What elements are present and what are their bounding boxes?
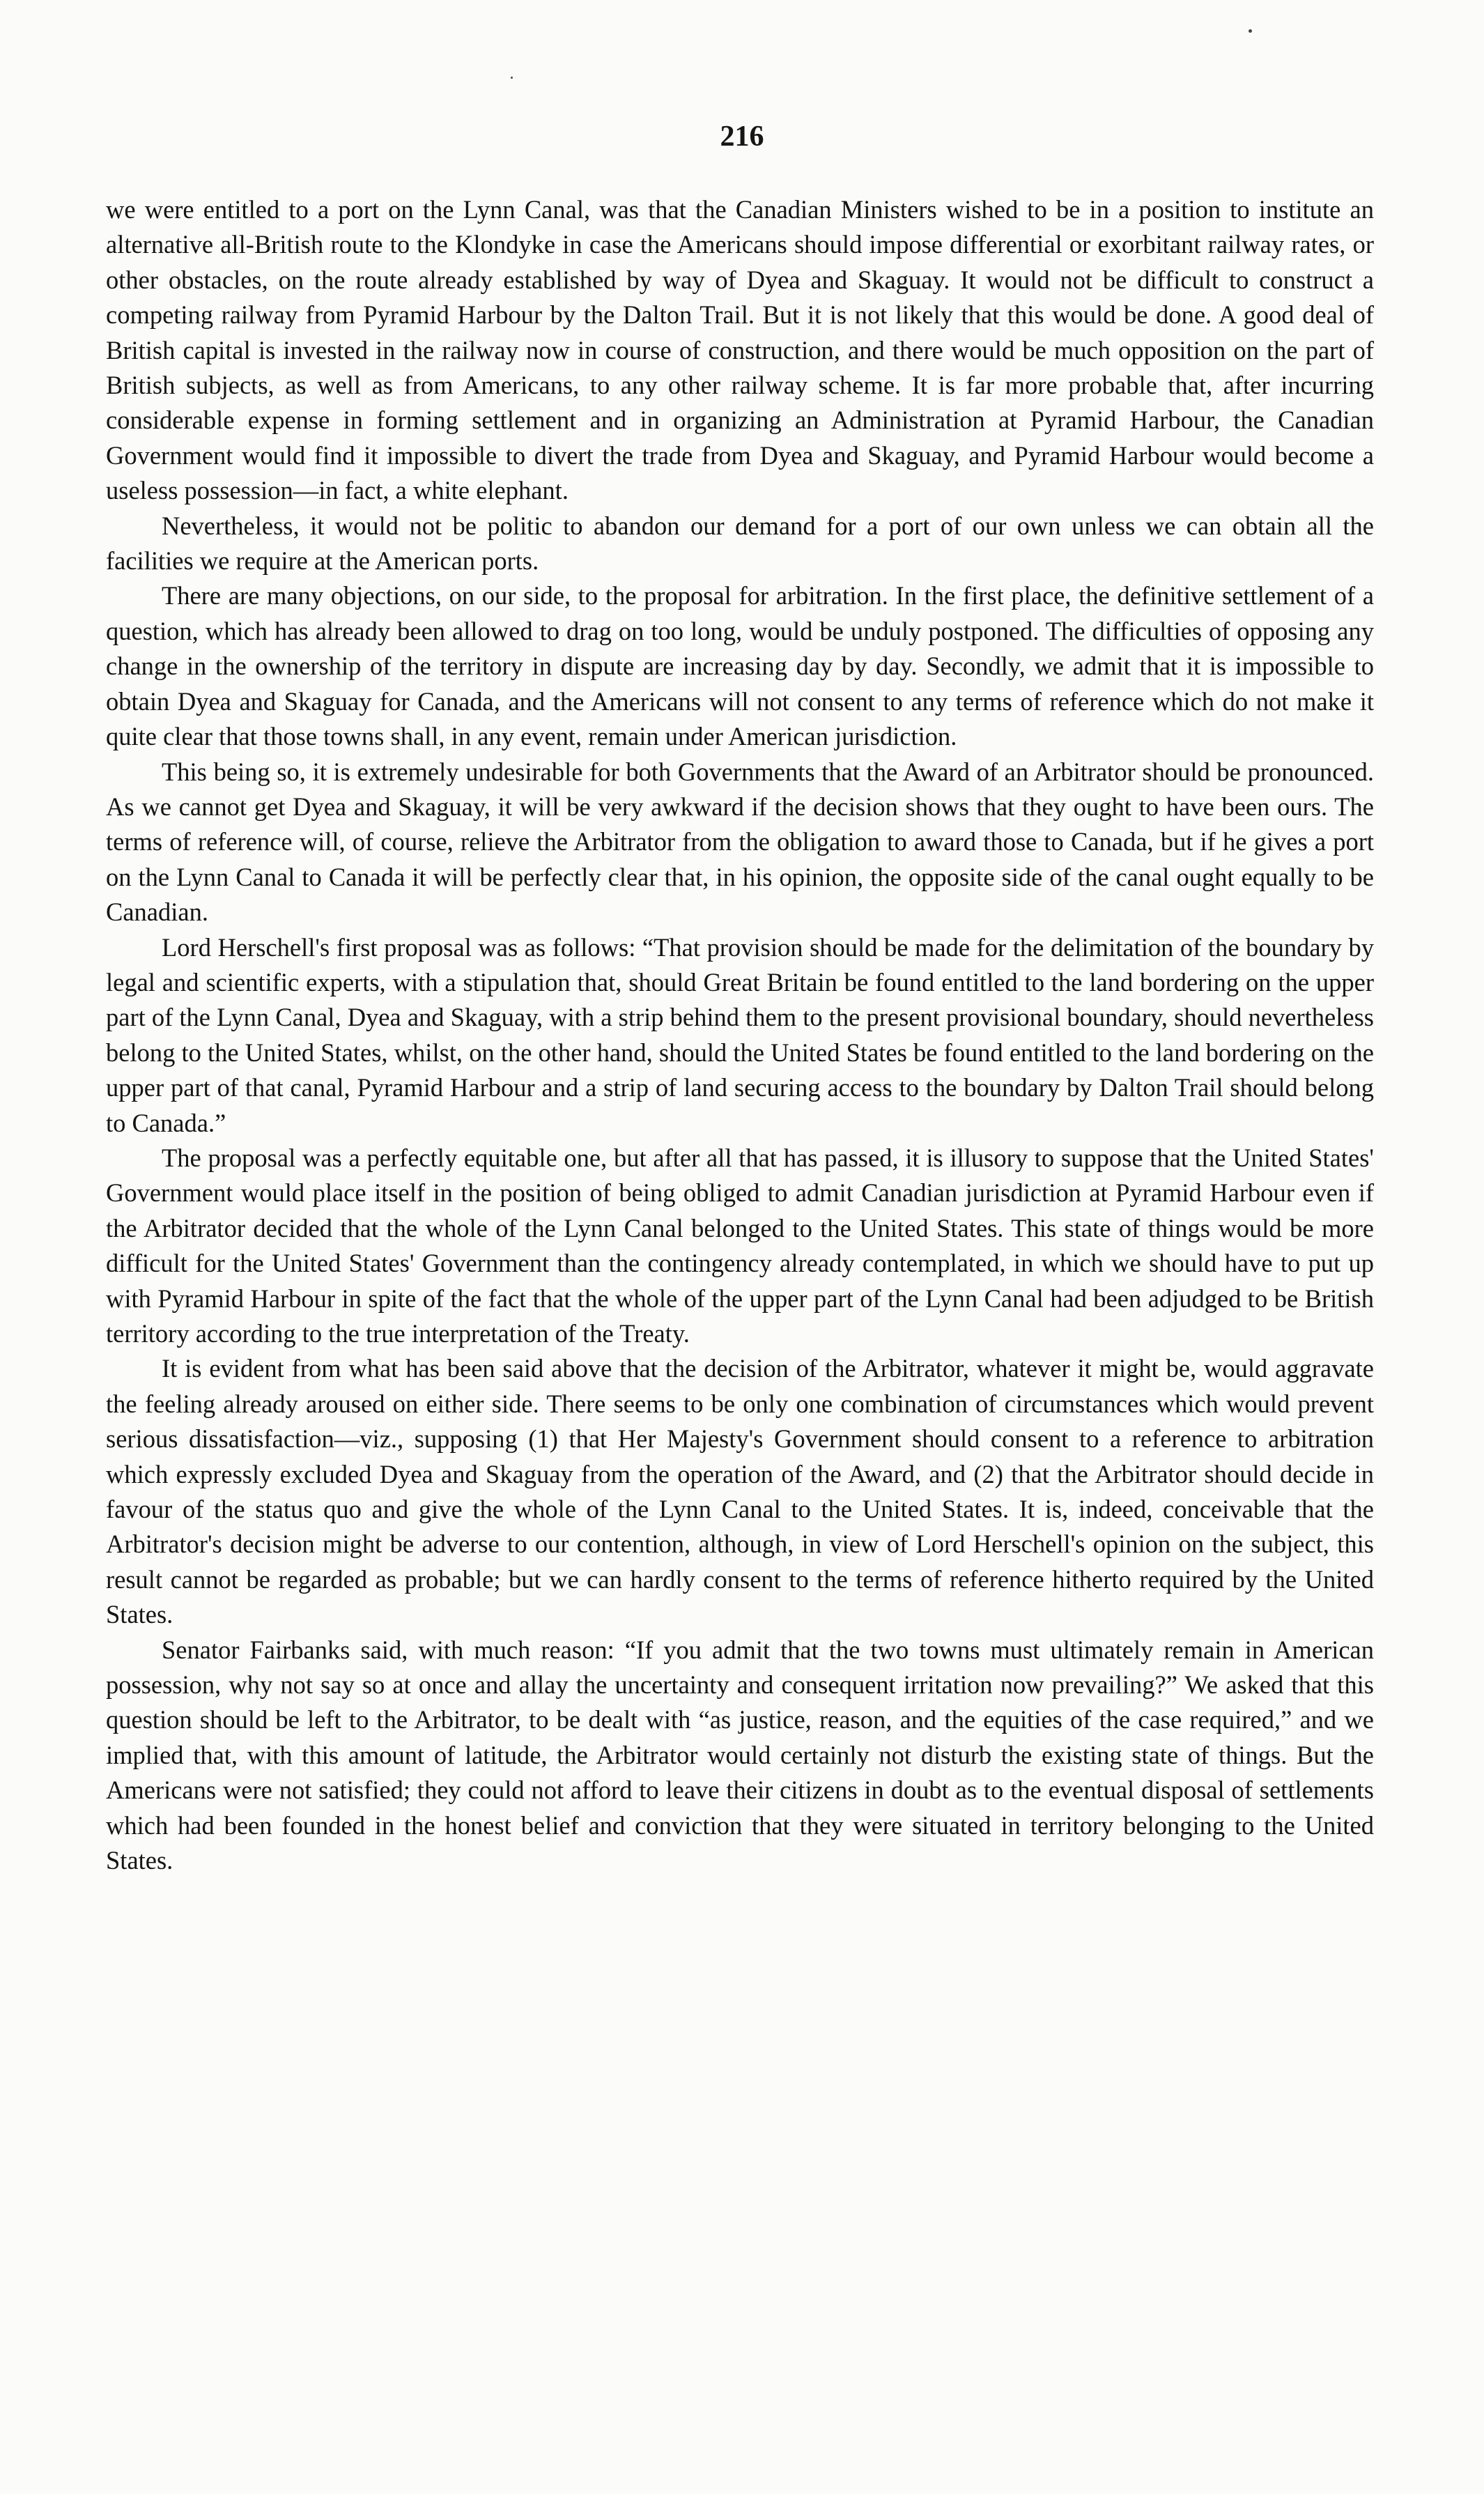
page-number: 216: [720, 121, 764, 153]
paragraph: It is evident from what has been said above that the decision of the Arbitrator, whatever it might be, would aggravate the feeling already aroused on either side. There seems to be only one combination of circumstances which would prevent serious dissatisfaction—viz., supposing (1) that Her Majesty's Government should consent to a reference to arbitration which expressly excluded Dyea and Skaguay from the operation of the Award, and (2) that the Arbitrator should decide in favour of the status quo and give the whole of the Lynn Canal to the United States. It is, indeed, conceivable that the Arbitrator's decision might be adverse to our contention, although, in view of Lord Herschell's opinion on the subject, this result cannot be regarded as probable; but we can hardly consent to the terms of reference hitherto required by the United States.: [106, 1354, 1374, 1629]
paragraph: This being so, it is extremely undesirable for both Governments that the Award of an Arbitrator should be pronounced. As we cannot get Dyea and Skaguay, it will be very awkward if the decision shows that they ought to have been ours. The terms of reference will, of course, relieve the Arbitrator from the obligation to award those to Canada, but if he gives a port on the Lynn Canal to Canada it will be perfectly clear that, in his opinion, the opposite side of the canal ought equally to be Canadian.: [106, 757, 1374, 927]
paragraph: The proposal was a perfectly equitable one, but after all that has passed, it is illusory to suppose that the United States' Government would place itself in the position of being obliged to admit Canadian jurisdiction at Pyramid Harbour even if the Arbitrator decided that the whole of the Lynn Canal belonged to the United States. This state of things would be more difficult for the United States' Government than the contingency already contemplated, in which we should have to put up with Pyramid Harbour in spite of the fact that the whole of the upper part of the Lynn Canal had been adjudged to be British territory according to the true interpretation of the Treaty.: [106, 1143, 1374, 1348]
paragraph: Nevertheless, it would not be politic to abandon our demand for a port of our own unless we can obtain all the facilities we require at the American ports.: [106, 511, 1374, 576]
scan-speck: [511, 77, 513, 79]
paragraph: Senator Fairbanks said, with much reason: “If you admit that the two towns must ultimately remain in American possession, why not say so at once and allay the uncertainty and consequent irritation now prevailing?” We asked that this question should be left to the Arbitrator, to be dealt with “as justice, reason, and the equities of the case required,” and we implied that, with this amount of latitude, the Arbitrator would certainly not disturb the existing state of things. But the Americans were not satisfied; they could not afford to leave their citizens in doubt as to the eventual disposal of settlements which had been founded in the honest belief and conviction that they were situated in territory belonging to the United States.: [106, 1635, 1374, 1875]
paragraph: There are many objections, on our side, to the proposal for arbitration. In the first place, the definitive settlement of a question, which has already been allowed to drag on too long, would be unduly postponed. The difficulties of opposing any change in the ownership of the territory in dispute are increasing day by day. Secondly, we admit that it is impossible to obtain Dyea and Skaguay for Canada, and the Americans will not consent to any terms of reference which do not make it quite clear that those towns shall, in any event, remain under American jurisdiction.: [106, 581, 1374, 751]
paragraph: Lord Herschell's first proposal was as follows: “That provision should be made for the delimitation of the boundary by legal and scientific experts, with a stipulation that, should Great Britain be found entitled to the land bordering on the upper part of the Lynn Canal, Dyea and Skaguay, with a strip behind them to the present provisional boundary, should nevertheless belong to the United States, whilst, on the other hand, should the United States be found entitled to the land bordering on the upper part of that canal, Pyramid Harbour and a strip of land securing access to the boundary by Dalton Trail should belong to Canada.”: [106, 932, 1374, 1137]
body-text: [106, 192, 1374, 1879]
scan-speck: [1249, 29, 1252, 33]
paragraph: we were entitled to a port on the Lynn Canal, was that the Canadian Ministers wished to be in a position to institute an alternative all-British route to the Klondyke in case the Americans should impose differential or exorbitant railway rates, or other obstacles, on the route already established by way of Dyea and Skaguay. It would not be difficult to construct a competing railway from Pyramid Harbour by the Dalton Trail. But it is not likely that this would be done. A good deal of British capital is invested in the railway now in course of construction, and there would be much opposition on the part of British subjects, as well as from Americans, to any other railway scheme. It is far more probable that, after incurring considerable expense in forming settlement and in organizing an Administration at Pyramid Harbour, the Canadian Government would find it impossible to divert the trade from Dyea and Skaguay, and Pyramid Harbour would become a useless possession—in fact, a white elephant.: [106, 195, 1374, 505]
